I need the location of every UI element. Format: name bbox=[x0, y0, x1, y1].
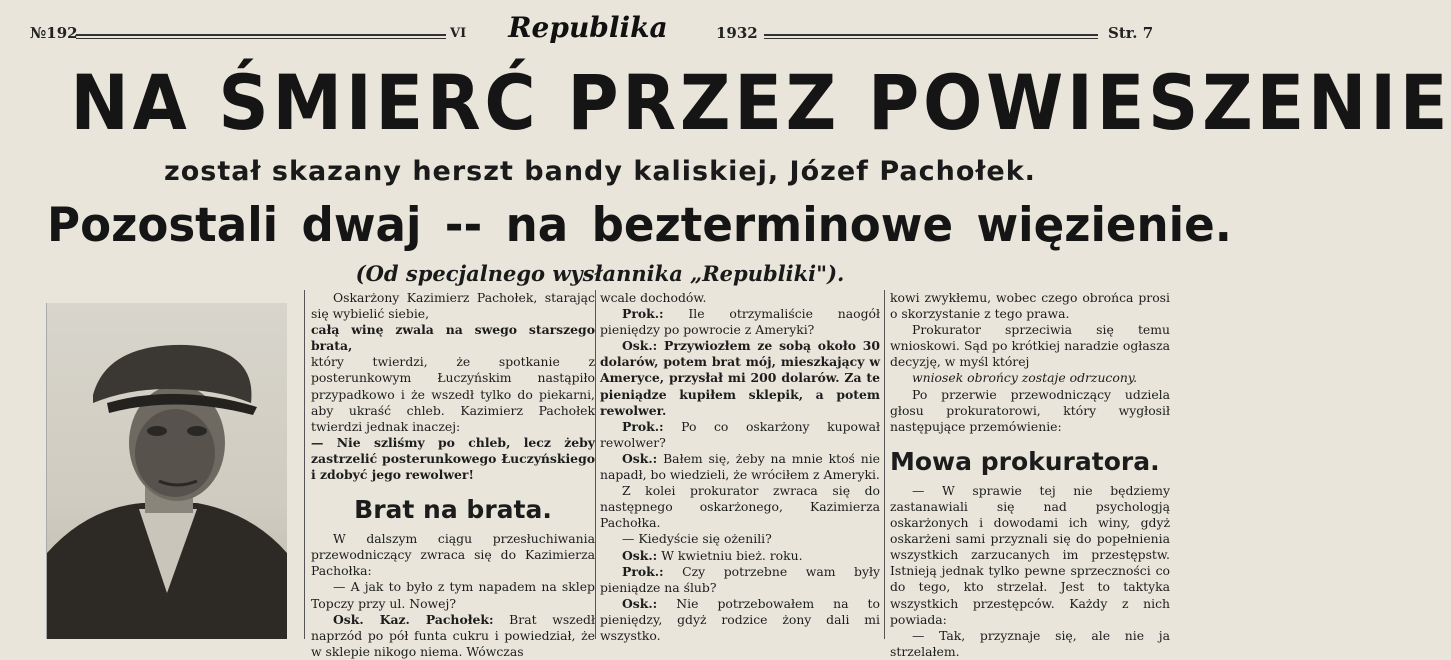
column-1 bbox=[311, 290, 595, 659]
speech: Brat wszedł naprzód po pół funta cukru i powiedział, że w sklepie nikogo niema. Wówczas bbox=[311, 611, 595, 659]
issue-number: №192 bbox=[30, 24, 78, 42]
paragraph bbox=[600, 548, 880, 564]
paragraph: Z kolei prokurator zwraca się do następnego oskarżonego, Kazimierza Pachołka. bbox=[600, 483, 880, 531]
paragraph bbox=[600, 419, 880, 451]
paragraph bbox=[311, 612, 595, 660]
masthead-rule-right bbox=[764, 34, 1098, 39]
column-rule-1 bbox=[304, 290, 305, 639]
paragraph bbox=[600, 564, 880, 596]
masthead-rule-left bbox=[76, 34, 446, 39]
speech: Po co oskarżony kupował rewolwer? bbox=[600, 418, 880, 450]
page-number: Str. 7 bbox=[1108, 24, 1154, 42]
speaker-label: Prok.: bbox=[622, 306, 664, 322]
speaker-label: Osk.: bbox=[622, 595, 658, 611]
paragraph: — Tak, przyznaje się, ale nie ja strzelałem. bbox=[890, 627, 1170, 659]
paragraph: Oskarżony Kazimierz Pachołek, starając się wybielić siebie, bbox=[311, 290, 595, 322]
masthead bbox=[0, 0, 1200, 58]
speech: Przywiozłem ze sobą około 30 dolarów, potem brat mój, mieszkający w Ameryce, przysłał mi 200 dolarów. Za te pieniądze kupiłem sklepik, a potem rewolwer. bbox=[600, 338, 880, 418]
speech: Czy potrzebne wam były pieniądze na ślub? bbox=[600, 563, 880, 595]
paragraph: W dalszym ciągu przesłuchiwania przewodniczący zwraca się do Kazimierza Pachołka: bbox=[311, 531, 595, 579]
paragraph bbox=[600, 596, 880, 644]
paragraph: Prokurator sprzeciwia się temu wnioskowi. Sąd po krótkiej naradzie ogłasza decyzję, w myśl której bbox=[890, 322, 1170, 370]
paragraph bbox=[600, 306, 880, 338]
portrait-illustration bbox=[47, 303, 287, 639]
paragraph: Po przerwie przewodniczący udziela głosu prokuratorowi, który wygłosił następujące przemówienie: bbox=[890, 386, 1170, 434]
paragraph: — A jak to było z tym napadem na sklep Topczy przy ul. Nowej? bbox=[311, 579, 595, 611]
subheadline: został skazany herszt bandy kaliskiej, Józef Pachołek. bbox=[164, 156, 1036, 187]
quote: — Nie szliśmy po chleb, lecz żeby zastrzelić posterunkowego Łuczyńskiego i zdobyć jego rewolwer! bbox=[311, 434, 595, 483]
column-rule-2 bbox=[595, 290, 596, 639]
paragraph-bold: całą winę zwala na swego starszego brata, bbox=[311, 322, 595, 354]
date-fragment: VI bbox=[450, 26, 467, 41]
speaker-label: Osk.: bbox=[622, 547, 658, 563]
subhead-brat-na-brata: Brat na brata. bbox=[354, 495, 552, 525]
republika-logo: Republika bbox=[508, 11, 668, 44]
paragraph bbox=[600, 338, 880, 418]
speaker-label: Osk.: bbox=[622, 338, 658, 354]
year: 1932 bbox=[716, 24, 758, 42]
column-rule-3 bbox=[884, 290, 885, 639]
paragraph bbox=[600, 451, 880, 483]
speaker-label: Osk. Kaz. Pachołek: bbox=[333, 611, 494, 627]
speech: W kwietniu bież. roku. bbox=[657, 547, 803, 563]
speaker-label: Prok.: bbox=[622, 418, 664, 434]
speaker-label: Osk.: bbox=[622, 450, 658, 466]
portrait-photo bbox=[46, 303, 287, 639]
subhead-mowa-prokuratora: Mowa prokuratora. bbox=[890, 446, 1160, 476]
speech: Bałem się, żeby na mnie ktoś nie napadł, bo wiedzieli, że wróciłem z Ameryki. bbox=[600, 450, 880, 483]
paragraph: — Kiedyście się ożenili? bbox=[622, 531, 772, 547]
paragraph: — W sprawie tej nie będziemy zastanawiali się nad psychologją oskarżonych i dowodami ich winy, gdyż oskarżeni sami przyznali się do popełnienia wszystkich zarzucanych im przestępstw. Istnieją jednak tylko pewne sprzeczności co do tego, kto strzelał. Jest to taktyka wszystkich przestępców. Każdy z nich powiada: bbox=[890, 482, 1170, 627]
main-headline: NA ŚMIERĆ PRZEZ POWIESZENIE bbox=[70, 58, 1451, 147]
paragraph: który twierdzi, że spotkanie z posterunkowym Łuczyńskim nastąpiło przypadkowo i że wszedł tylko do piekarni, aby ukraść chleb. Kazimierz Pachołek twierdzi jednak inaczej: bbox=[311, 354, 595, 434]
paragraph-italic: wniosek obrońcy zostaje odrzucony. bbox=[912, 370, 1138, 386]
speech: Nie potrzebowałem na to pieniędzy, gdyż rodzice żony dali mi wszystko. bbox=[600, 595, 880, 643]
second-headline: Pozostali dwaj -- na bezterminowe więzienie. bbox=[47, 198, 1232, 253]
column-2 bbox=[600, 290, 880, 643]
paragraph: kowi zwykłemu, wobec czego obrońca prosi o skorzystanie z tego prawa. bbox=[890, 290, 1170, 322]
byline: (Od specjalnego wysłannika „Republiki"). bbox=[355, 261, 845, 286]
paragraph: wcale dochodów. bbox=[600, 290, 707, 305]
column-3 bbox=[890, 290, 1170, 659]
speech: Ile otrzymaliście naogół pieniędzy po powrocie z Ameryki? bbox=[600, 306, 880, 338]
speaker-label: Prok.: bbox=[622, 563, 664, 579]
